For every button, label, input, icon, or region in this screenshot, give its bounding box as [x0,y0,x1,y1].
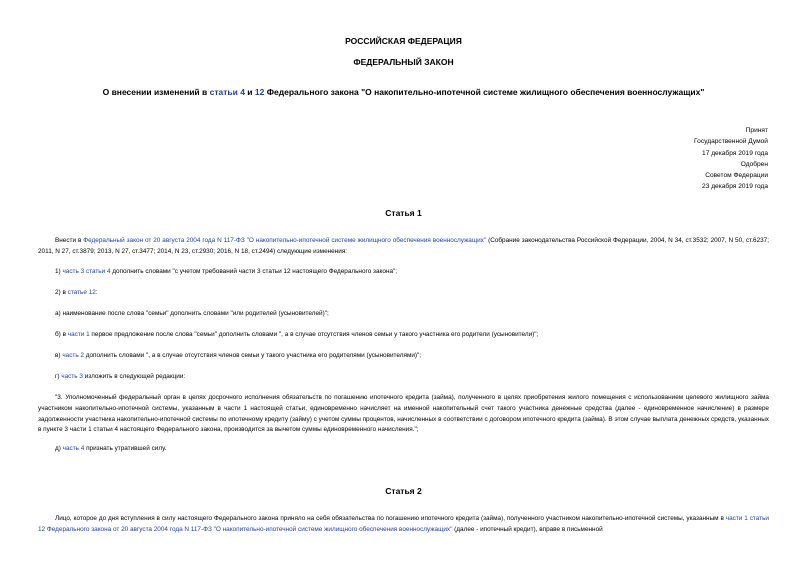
title-link-article-4[interactable]: статьи 4 [209,87,245,97]
item-2g-link[interactable]: часть 3 [61,373,83,380]
article-2-law-link[interactable]: части 1 статьи 12 Федерального закона от 20 августа 2004 года N 117-ФЗ "О накопительно-ипотечной системе жилищного обеспечения военнослужащих" [38,515,769,533]
intro-suffix: (Собрание законодательства Российской Федерации, 2004, N 34, ст.3532; 2007, N 50, ст.6237; 2011, N 27, ст.3879; 2013, N 27, ст.3477; 2014, N 23, ст.2930; 2016, N 18, ст.2494) следующие изменения: [38,237,770,255]
law-type-heading: ФЕДЕРАЛЬНЫЙ ЗАКОН [353,57,454,67]
item-2a: а) наименование после слова "семьи" дополнить словами "или родителей (усыновителей)"; [55,310,329,317]
adoption-line: Государственной Думой [694,138,768,146]
adoption-block [694,125,768,193]
item-2b-suffix: первое предложение после слова "семьи" дополнить словами ", а в случае отсутствия членов семьи у такого участника его родители (усыновители)"; [89,331,539,338]
item-2b-link[interactable]: части 1 [67,331,90,338]
item-2d [55,445,166,452]
title-prefix: О внесении изменений в [102,87,210,97]
item-2d-suffix: признать утратившей силу. [84,445,167,452]
item-2d-link[interactable]: часть 4 [62,445,85,452]
item-2v-link[interactable]: часть 2 [62,352,84,359]
article-2-prefix: Лицо, которое до дня вступления в силу настоящего Федерального закона приняло на себя обязательства по погашению ипотечного кредита (займа), полученного участником накопительно-ипотечной системы, указанным в [55,515,726,522]
item-2g-suffix: изложить в следующей редакции: [82,373,186,380]
item-2v-prefix: в) [55,352,63,359]
article-1-intro [38,236,769,258]
item-2 [55,289,98,296]
item-1-prefix: 1) [55,268,63,275]
item-2b [55,331,538,338]
article-2-heading: Статья 2 [385,486,422,496]
title-and: и [244,87,255,97]
item-2-prefix: 2) в [55,289,68,296]
article-2-suffix: (далее - ипотечный кредит), вправе в письменной [452,525,603,533]
quoted-part-3: "3. Уполномоченный федеральный орган в целях досрочного исполнения обязательств по погашению ипотечного кредита (займа), полученного в целях приобретения жилого помещения с использованием целевого жилищного займа участником накопительно-ипотечной системы, указанным в части 1 настоящей статьи, единовременно начисляет на именной накопительный счет такого участника денежные средства (далее - единовременное начисление) в размере задолженности участника накопительно-ипотечной системы по ипотечному кредиту (займу) с учетом суммы процентов, начисленных в соответствии с договором ипотечного кредита (займа). В этом случае выплата денежных средств, указанных в пункте 3 части 1 статьи 4 настоящего Федерального закона, производится за вычетом суммы единовременного начисления."; [38,394,769,434]
adoption-line: 23 декабря 2019 года [702,183,768,191]
adoption-line: 17 декабря 2019 года [702,149,768,157]
title-link-article-12[interactable]: 12 [254,87,265,97]
item-2g [55,373,185,380]
item-2v-suffix: дополнить словами ", а в случае отсутствия членов семьи у такого участника его родителями (усыновителями)"; [83,352,422,359]
adoption-line: Советом Федерации [705,172,768,180]
item-2b-prefix: б) в [55,331,68,338]
item-2d-prefix: д) [55,445,63,452]
item-1 [55,268,397,275]
item-2-link[interactable]: статье 12 [67,289,96,296]
item-2g-prefix: г) [55,373,62,380]
intro-prefix: Внести в [55,237,84,244]
adoption-line: Одобрен [740,160,768,168]
article-1-heading: Статья 1 [385,208,422,218]
item-1-suffix: дополнить словами "с учетом требований части 3 статьи 12 настоящего Федерального закона"; [110,268,398,275]
item-1-link[interactable]: часть 3 статьи 4 [62,268,111,275]
item-2v [55,352,421,359]
adoption-line: Принят [745,127,768,134]
country-heading: РОССИЙСКАЯ ФЕДЕРАЦИЯ [345,36,462,46]
item-2-suffix: : [95,289,98,296]
title-suffix: Федерального закона "О накопительно-ипотечной системе жилищного обеспечения военнослужащих" [264,87,705,97]
law-117-fz-link[interactable]: Федеральный закон от 20 августа 2004 года N 117-ФЗ "О накопительно-ипотечной системе жилищного обеспечения военнослужащих" [83,237,487,244]
law-title [0,87,807,97]
article-2-text [38,514,769,536]
